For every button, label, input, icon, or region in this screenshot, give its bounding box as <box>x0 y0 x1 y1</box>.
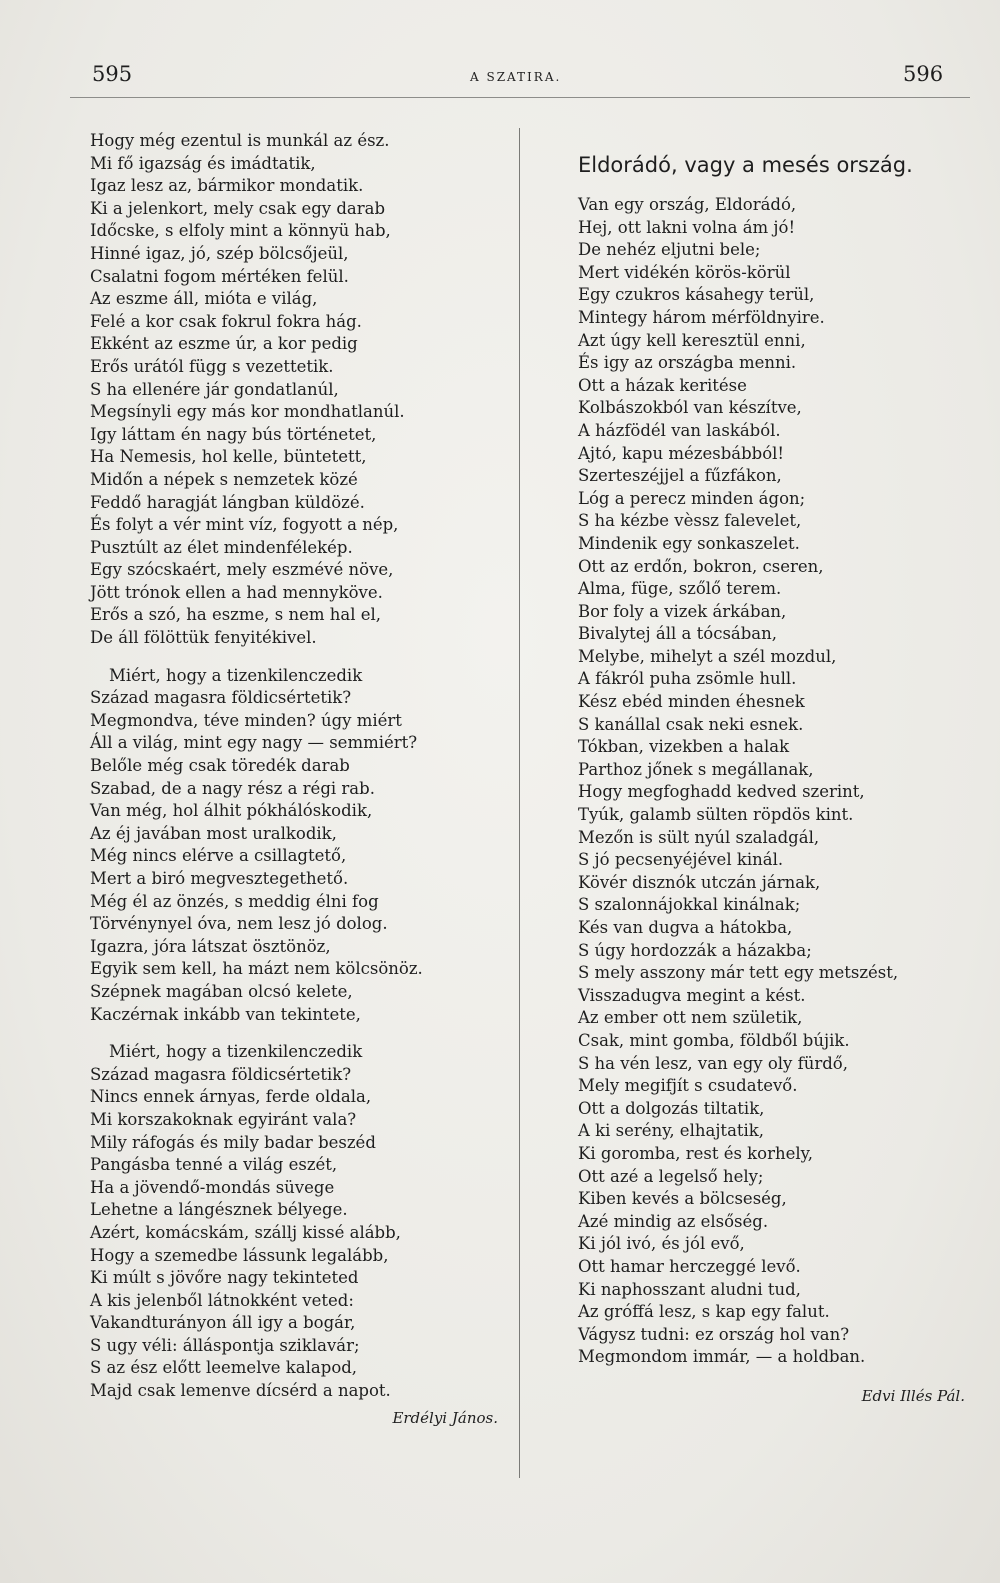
poem-line: Század magasra földicsértetik? <box>90 688 352 708</box>
poem-line: Ki a jelenkort, mely csak egy darab <box>90 198 386 218</box>
poem-line: Ha a jövendő-mondás süvege <box>90 1177 335 1197</box>
poem-line: Tyúk, galamb sülten röpdös kint. <box>578 805 854 825</box>
poem-line: Ott hamar herczeggé levő. <box>578 1256 801 1276</box>
poem-title: Eldorádó, vagy a mesés ország. <box>578 153 913 177</box>
page-number-left: 595 <box>92 62 133 86</box>
poem-line: Mert a biró megvesztegethető. <box>90 869 349 888</box>
poem-line: Mezőn is sült nyúl szaladgál, <box>578 827 820 847</box>
poem-line: A kis jelenből látnokként veted: <box>90 1290 354 1310</box>
poem-line: Felé a kor csak fokrul fokra hág. <box>90 311 362 331</box>
poem-line: Még nincs elérve a csillagtető, <box>90 846 347 866</box>
poem-line: Mely megifjít s csudatevő. <box>578 1076 798 1096</box>
poem-line: Ajtó, kapu mézesbábból! <box>578 443 785 463</box>
poem-line: Szabad, de a nagy rész a régi rab. <box>90 778 375 798</box>
author-signature-left: Erdélyi János. <box>392 1408 498 1427</box>
poem-line: Van egy ország, Eldorádó, <box>578 195 797 214</box>
poem-line: Hej, ott lakni volna ám jó! <box>578 217 796 237</box>
poem-line: Megsínyli egy más kor mondhatlanúl. <box>90 402 405 422</box>
poem-line: Pusztúlt az élet mindenfélekép. <box>90 537 353 557</box>
poem-line: Ki múlt s jövőre nagy tekinteted <box>90 1268 359 1288</box>
poem-line: Egy szócskaért, mely eszmévé növe, <box>90 560 394 580</box>
poem-line: S jó pecsenyéjével kinál. <box>578 850 784 870</box>
poem-line: Áll a világ, mint egy nagy — semmiért? <box>90 733 418 753</box>
poem-line: Kész ebéd minden éhesnek <box>578 692 805 712</box>
poem-line: Csak, mint gomba, földből bújik. <box>578 1030 850 1050</box>
poem-line: Kövér disznók utczán járnak, <box>578 872 821 892</box>
header-rule <box>70 97 970 98</box>
poem-line: Ha Nemesis, hol kelle, büntetett, <box>90 447 367 467</box>
poem-line: Század magasra földicsértetik? <box>90 1064 352 1084</box>
poem-line: Megmondva, téve minden? úgy miért <box>90 710 402 730</box>
poem-line: Azé mindig az elsőség. <box>578 1211 769 1231</box>
poem-line: Van még, hol álhit pókhálóskodik, <box>90 801 373 821</box>
poem-line: Még él az önzés, s meddig élni fog <box>90 891 379 911</box>
poem-lines <box>578 194 973 1369</box>
poem-line: Lehetne a lángésznek bélyege. <box>90 1200 348 1220</box>
poem-line: Ki goromba, rest és korhely, <box>578 1143 814 1163</box>
poem-line: Bor foly a vizek árkában, <box>578 601 787 621</box>
poem-line: Miért, hogy a tizenkilenczedik <box>109 665 363 685</box>
poem-line: S ugy véli: álláspontja sziklavár; <box>90 1335 360 1355</box>
poem-line: Alma, füge, szőlő terem. <box>578 579 782 599</box>
poem-line: Hogy még ezentul is munkál az ész. <box>90 131 390 150</box>
poem-line: Kés van dugva a hátokba, <box>578 918 793 937</box>
poem-line: Az gróffá lesz, s kap egy falut. <box>578 1302 830 1322</box>
poem-line: Mert vidékén körös-körül <box>578 262 791 282</box>
poem-line: S az ész előtt leemelve kalapod, <box>90 1358 358 1378</box>
poem-line: Az éj javában most uralkodik, <box>90 823 337 843</box>
poem-line: Majd csak lemenve dícsérd a napot. <box>90 1381 391 1401</box>
poem-line: Kaczérnak inkább van tekintete, <box>90 1004 361 1024</box>
poem-line: Mi korszakoknak egyiránt vala? <box>90 1109 357 1129</box>
poem-line: Melybe, mihelyt a szél mozdul, <box>578 646 837 666</box>
author-signature-right: Edvi Illés Pál. <box>861 1386 965 1405</box>
poem-line: Szépnek magában olcsó kelete, <box>90 981 353 1001</box>
poem-line: Vágysz tudni: ez ország hol van? <box>578 1324 850 1344</box>
poem-line: Jött trónok ellen a had mennyköve. <box>90 582 383 602</box>
poem-line: Mindenik egy sonkaszelet. <box>578 533 800 553</box>
page-number-right: 596 <box>903 62 944 86</box>
page-header <box>0 62 1000 92</box>
poem-line: Hogy megfoghadd kedved szerint, <box>578 782 865 802</box>
poem-line: Szerteszéjjel a fűzfákon, <box>578 466 782 486</box>
poem-line: Belőle még csak töredék darab <box>90 756 350 776</box>
poem-line: Pangásba tenné a világ eszét, <box>90 1155 338 1175</box>
poem-line: Megmondom immár, — a holdban. <box>578 1347 866 1367</box>
poem-line: Hinné igaz, jó, szép bölcsőjeül, <box>90 243 349 263</box>
poem-line: Azt úgy kell keresztül enni, <box>578 330 806 350</box>
poem-line: Midőn a népek s nemzetek közé <box>90 469 358 489</box>
poem-line: Csalatni fogom mértéken felül. <box>90 266 349 286</box>
poem-line: Vakandturányon áll igy a bogár, <box>90 1313 356 1333</box>
poem-line: Bivalytej áll a tócsában, <box>578 624 778 644</box>
poem-line: De nehéz eljutni bele; <box>578 240 761 260</box>
poem-line: S kanállal csak neki esnek. <box>578 714 804 734</box>
poem-line: És folyt a vér mint víz, fogyott a nép, <box>90 515 399 535</box>
left-column-poem <box>90 130 510 1429</box>
poem-line: Kiben kevés a bölcseség, <box>578 1189 787 1209</box>
right-column-poem <box>578 150 973 1407</box>
poem-line: Erős urától függ s vezettetik. <box>90 356 334 376</box>
poem-line: Igaz lesz az, bármikor mondatik. <box>90 176 364 196</box>
poem-line: Erős a szó, ha eszme, s nem hal el, <box>90 605 382 625</box>
running-title: A SZATIRA. <box>470 70 562 84</box>
poem-line: Igy láttam én nagy bús történetet, <box>90 424 377 444</box>
poem-line: Ott a házak keritése <box>578 375 747 395</box>
poem-line: És igy az országba menni. <box>578 353 797 373</box>
poem-line: S ha vén lesz, van egy oly fürdő, <box>578 1053 848 1073</box>
poem-line: S mely asszony már tett egy metszést, <box>578 963 899 983</box>
poem-line: Ekként az eszme úr, a kor pedig <box>90 334 358 354</box>
poem-line: Kolbászokból van készítve, <box>578 398 802 418</box>
stanza-gap <box>90 650 510 665</box>
poem-line: Miért, hogy a tizenkilenczedik <box>109 1042 363 1062</box>
poem-line: Egyik sem kell, ha mázt nem kölcsönöz. <box>90 959 423 979</box>
poem-line: Parthoz jőnek s megállanak, <box>578 759 814 779</box>
poem-line: A fákról puha zsömle hull. <box>578 669 797 689</box>
poem-line: Ott azé a legelső hely; <box>578 1166 764 1186</box>
poem-line: Visszadugva megint a kést. <box>578 985 806 1005</box>
poem-line: Tókban, vizekben a halak <box>578 737 790 757</box>
poem-line: Nincs ennek árnyas, ferde oldala, <box>90 1087 372 1107</box>
poem-line: Időcske, s elfoly mint a könnyü hab, <box>90 221 391 241</box>
poem-line: Azért, komácskám, szállj kissé alább, <box>90 1222 401 1242</box>
poem-line: De áll fölöttük fenyitékivel. <box>90 628 317 648</box>
poem-line: S szalonnájokkal kinálnak; <box>578 895 801 915</box>
poem-line: Törvénynyel óva, nem lesz jó dolog. <box>90 914 388 934</box>
poem-line: S ha ellenére jár gondatlanúl, <box>90 379 339 399</box>
column-divider <box>519 128 520 1478</box>
poem-line: Mi fő igazság és imádtatik, <box>90 153 316 173</box>
poem-line: S úgy hordozzák a házakba; <box>578 940 812 960</box>
poem-line: A házfödél van laskából. <box>578 420 781 440</box>
poem-line: S ha kézbe vèssz falevelet, <box>578 511 802 531</box>
stanza-gap <box>90 1026 510 1041</box>
poem-line: Ki naphosszant aludni tud, <box>578 1279 801 1299</box>
poem-line: Az ember ott nem születik, <box>578 1008 803 1028</box>
poem-line: Igazra, jóra látszat ösztönöz, <box>90 936 331 956</box>
poem-line: Mintegy három mérföldnyire. <box>578 307 825 327</box>
poem-line: Ki jól ivó, és jól evő, <box>578 1234 745 1254</box>
poem-line: Az eszme áll, mióta e világ, <box>90 289 318 309</box>
poem-line: Egy czukros kásahegy terül, <box>578 285 815 305</box>
poem-line: Ott a dolgozás tiltatik, <box>578 1098 765 1118</box>
poem-line: A ki serény, elhajtatik, <box>578 1121 765 1141</box>
poem-line: Ott az erdőn, bokron, cseren, <box>578 556 824 576</box>
poem-line: Mily ráfogás és mily badar beszéd <box>90 1132 376 1152</box>
poem-line: Hogy a szemedbe lássunk legalább, <box>90 1245 389 1265</box>
poem-line: Lóg a perecz minden ágon; <box>578 488 806 508</box>
poem-line: Feddő haragját lángban küldözé. <box>90 492 365 512</box>
